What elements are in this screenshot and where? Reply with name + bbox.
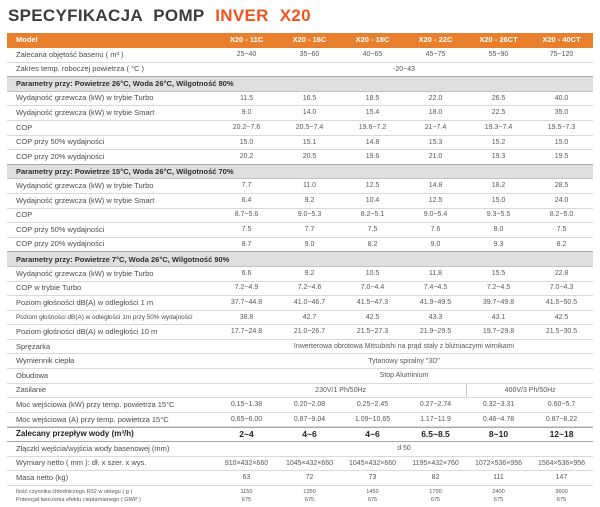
table-row (7, 179, 593, 194)
row-label: Moc wejściowa (A) przy temp. powietrza 15°C (16, 414, 169, 424)
cell-value: 6.4 (241, 196, 252, 204)
cell-value: 45~75 (425, 50, 446, 58)
cell-value: 19.6~7.2 (358, 123, 387, 131)
title-accent: INVER X20 (215, 6, 311, 25)
cell-value: 18.2 (491, 182, 506, 190)
column-header-x20-26ct: X20 - 26CT (479, 35, 518, 45)
cell-value: 15.2 (491, 138, 506, 146)
cell-value: 25~40 (236, 50, 257, 58)
row-label: Wymiary netto ( mm ): dł. x szer. x wys. (16, 458, 147, 468)
table-row (7, 136, 593, 151)
cell-value: 15.4 (365, 109, 380, 117)
cell-value: 9.3 (493, 240, 504, 248)
power-supply-three-phase: 400V/3 Ph/50Hz (504, 386, 556, 394)
cell-value: 3600 (555, 488, 568, 495)
row-label: Masa netto (kg) (16, 472, 69, 482)
table-row (7, 486, 593, 507)
cell-value: 26.5 (491, 94, 506, 102)
cell-value: 6.6 (241, 269, 252, 277)
cell-value: 22.8 (554, 269, 569, 277)
table-row (7, 325, 593, 340)
cell-value: 20.2~7.6 (232, 123, 261, 131)
span-value: Tytanowy spiralny "3D" (368, 357, 440, 365)
cell-value: 0.32~3.31 (482, 401, 515, 409)
cell-value: 35.0 (554, 109, 569, 117)
cell-value: 19.5 (554, 153, 569, 161)
table-row (7, 369, 593, 384)
table-row (7, 92, 593, 107)
cell-value: 910×432×660 (224, 459, 269, 467)
cell-value: 22.5 (491, 109, 506, 117)
power-supply-single-phase: 230V/1 Ph/50Hz (215, 384, 467, 398)
table-row (7, 457, 593, 472)
cell-value: 37.7~44.8 (230, 299, 263, 307)
cell-value: 7.7 (304, 226, 315, 234)
row-label: COP (16, 122, 33, 132)
span-value: Stop Aluminium (379, 372, 429, 380)
section-header-row (7, 252, 593, 267)
cell-value: 0.25~2.45 (356, 401, 389, 409)
cell-value: 11.8 (428, 269, 443, 277)
cell-value: 11.0 (302, 182, 317, 190)
cell-value: 22.0 (428, 94, 443, 102)
cell-value: 8.2~5.0 (549, 211, 574, 219)
page-title (7, 4, 593, 26)
cell-value: 1045×432×660 (285, 459, 334, 467)
cell-value: 8.2 (556, 240, 567, 248)
specification-table (7, 33, 593, 507)
cell-value: 21.5~27.3 (356, 328, 389, 336)
cell-value: 675 (556, 497, 567, 504)
span-value: d 50 (397, 445, 411, 453)
cell-value: 9.0 (430, 240, 441, 248)
cell-value: 8.7~5.6 (234, 211, 259, 219)
cell-value: 8.0 (493, 226, 504, 234)
cell-value: 675 (430, 497, 441, 504)
cell-value: 7.2~4.6 (297, 284, 322, 292)
table-row (7, 427, 593, 442)
cell-value: 21.9~29.5 (419, 328, 452, 336)
cell-value: 2~4 (239, 429, 254, 440)
cell-value: 1700 (429, 488, 442, 495)
cell-value: 9.2 (304, 269, 315, 277)
cell-value: 17.7~24.8 (230, 328, 263, 336)
cell-value: 7.5 (556, 226, 567, 234)
cell-value: 43.3 (428, 313, 443, 321)
cell-value: 20.5 (302, 153, 317, 161)
cell-value: 9.0~5.3 (297, 211, 322, 219)
table-row (7, 311, 593, 326)
table-row (7, 121, 593, 136)
row-label: Złączki wejścia/wyjścia wody basenowej (mm) (16, 443, 170, 453)
table-body (7, 48, 593, 507)
table-row (7, 384, 593, 399)
cell-value: 1350 (303, 488, 316, 495)
cell-value: 40~65 (362, 50, 383, 58)
cell-value: 18.0 (428, 109, 443, 117)
cell-value: 19.5~7.3 (547, 123, 576, 131)
cell-value: 21.0~26.7 (293, 328, 326, 336)
cell-value: 39.7~49.8 (482, 299, 515, 307)
cell-value: 1.17~11.9 (420, 415, 451, 423)
cell-value: 8.2 (367, 240, 378, 248)
section-header-row (7, 77, 593, 92)
cell-value: 16.5 (302, 94, 317, 102)
section-title: Parametry przy: Powietrze 7°C, Woda 26°C, Wilgotność 90% (16, 254, 230, 264)
cell-value: 8.2~5.1 (360, 211, 385, 219)
cell-value: 1150 (240, 488, 253, 495)
cell-value: 14.0 (302, 109, 317, 117)
table-subrow (7, 496, 593, 505)
row-label: Zasilanie (16, 385, 47, 395)
row-label: Wydajność grzewcza (kW) w trybie Turbo (16, 268, 154, 278)
cell-value: 6.5~8.5 (421, 429, 450, 440)
cell-value: 42.7 (302, 313, 317, 321)
section-header-row (7, 165, 593, 180)
span-value: Inwerterowa obrotowa Mitsubishi na prąd stały z bliźniaczymi wirnikami (293, 343, 515, 351)
cell-value: 42.5 (554, 313, 569, 321)
cell-value: 7.0~4.3 (549, 284, 574, 292)
table-row (7, 340, 593, 355)
cell-value: 12.5 (365, 182, 380, 190)
title-text: SPECYFIKACJA POMP (8, 6, 205, 25)
cell-value: 9.0 (241, 109, 252, 117)
cell-value: 15.0 (239, 138, 254, 146)
row-label: Wydajność grzewcza (kW) w trybie Smart (16, 195, 155, 205)
cell-value: 11.5 (239, 94, 254, 102)
cell-value: 12.5 (428, 196, 443, 204)
cell-value: 9.3~5.5 (486, 211, 511, 219)
cell-value: 0.46~4.78 (482, 415, 515, 423)
cell-value: 35~60 (299, 50, 320, 58)
cell-value: 21.0 (428, 153, 443, 161)
row-label: Potencjał tworzenia efektu cieplarnianego ( GWP ) (16, 497, 141, 504)
cell-value: 7.0~4.4 (360, 284, 385, 292)
cell-value: 15.1 (302, 138, 317, 146)
table-row (7, 48, 593, 63)
cell-value: 1195×432×760 (412, 459, 459, 467)
cell-value: 1450 (366, 488, 379, 495)
section-title: Parametry przy: Powietrze 15°C, Woda 26°C, Wilgotność 70% (16, 167, 234, 177)
cell-value: 73 (368, 474, 377, 482)
table-row (7, 209, 593, 224)
cell-value: 41.0~46.7 (293, 299, 326, 307)
cell-value: 675 (304, 497, 315, 504)
cell-value: 675 (241, 497, 252, 504)
cell-value: 63 (242, 474, 251, 482)
cell-value: 72 (305, 474, 314, 482)
cell-value: 675 (367, 497, 378, 504)
cell-value: 7.5 (241, 226, 252, 234)
cell-value: 7.4~4.5 (423, 284, 448, 292)
row-label: Sprężarka (16, 341, 51, 351)
row-label: Wydajność grzewcza (kW) w trybie Turbo (16, 93, 154, 103)
row-label: Zakres temp. roboczej powietrza ( °C ) (16, 64, 145, 74)
cell-value: 4~6 (365, 429, 380, 440)
cell-value: 7.7 (241, 182, 252, 190)
cell-value: 10.5 (365, 269, 380, 277)
cell-value: 19.6 (365, 153, 380, 161)
cell-value: 55~90 (488, 50, 509, 58)
cell-value: 38.8 (239, 313, 254, 321)
cell-value: 7.5 (367, 226, 378, 234)
cell-value: 28.5 (554, 182, 569, 190)
cell-value: 21.5~30.5 (545, 328, 578, 336)
column-header-x20-16c: X20 - 16C (292, 35, 327, 45)
cell-value: 7.2~4.5 (486, 284, 511, 292)
cell-value: 40.0 (554, 94, 569, 102)
cell-value: 1072×536×956 (474, 459, 523, 467)
row-label: COP w trybie Turbo (16, 283, 82, 293)
cell-value: 15.3 (428, 138, 443, 146)
cell-value: 12~18 (549, 429, 574, 440)
table-row (7, 63, 593, 78)
row-label: Poziom głośności dB(A) w odległości 1 m (16, 297, 154, 307)
cell-value: 42.5 (365, 313, 380, 321)
table-row (7, 398, 593, 413)
cell-value: 0.65~6.00 (230, 415, 263, 423)
row-label: COP (16, 210, 33, 220)
cell-value: 43.1 (491, 313, 506, 321)
cell-value: 19.3 (491, 153, 506, 161)
cell-value: 7.2~4.9 (234, 284, 259, 292)
row-label: COP przy 50% wydajności (16, 224, 105, 234)
cell-value: 41.5~47.3 (356, 299, 389, 307)
cell-value: 7.6 (430, 226, 441, 234)
cell-value: 20.5~7.4 (295, 123, 324, 131)
cell-value: 0.87~9.04 (293, 415, 326, 423)
row-label: Poziom głośności dB(A) w odległości 10 m (16, 326, 158, 336)
cell-value: 0.27~2.74 (419, 401, 452, 409)
row-label: Zalecana objętość basenu ( m³ ) (16, 49, 124, 59)
cell-value: 4~6 (302, 429, 317, 440)
table-row (7, 471, 593, 486)
cell-value: 1.09~10.65 (354, 415, 391, 423)
cell-value: 41.9~49.5 (419, 299, 452, 307)
table-row (7, 194, 593, 209)
row-label: COP przy 20% wydajności (16, 151, 105, 161)
section-title: Parametry przy: Powietrze 26°C, Woda 26°C, Wilgotność 80% (16, 79, 234, 89)
table-row (7, 282, 593, 297)
cell-value: 19.3~7.4 (484, 123, 513, 131)
row-label: COP przy 50% wydajności (16, 137, 105, 147)
cell-value: 2400 (492, 488, 505, 495)
cell-value: 1045×432×660 (348, 459, 397, 467)
cell-value: 20.2 (239, 153, 254, 161)
table-subrow (7, 488, 593, 497)
table-row (7, 267, 593, 282)
cell-value: 1564×536×956 (537, 459, 586, 467)
cell-value: 0.20~2.08 (293, 401, 326, 409)
table-header-row (7, 33, 593, 48)
row-label: Obudowa (16, 370, 49, 380)
row-label: Moc wejściowa (kW) przy temp. powietrza 15°C (16, 399, 175, 409)
column-header-x20-11c: X20 - 11C (229, 35, 264, 45)
cell-value: 14.8 (428, 182, 443, 190)
column-header-x20-22c: X20 - 22C (418, 35, 453, 45)
cell-value: 0.87~8.22 (545, 415, 578, 423)
cell-value: 82 (431, 474, 440, 482)
cell-value: 0.15~1.38 (230, 401, 263, 409)
cell-value: 24.0 (554, 196, 569, 204)
table-row (7, 354, 593, 369)
table-row (7, 106, 593, 121)
span-value: -20~43 (393, 65, 415, 73)
column-header-model: Model (16, 35, 38, 45)
row-label: Zalecany przepływ wody (m³/h) (16, 429, 134, 439)
cell-value: 19.7~29.8 (482, 328, 515, 336)
table-row (7, 296, 593, 311)
table-row (7, 150, 593, 165)
cell-value: 18.5 (365, 94, 380, 102)
row-label: Poziom głośności dB(A) w odległości 1m przy 50% wydajności (16, 313, 193, 321)
cell-value: 41.5~50.5 (545, 299, 578, 307)
row-label: COP przy 20% wydajności (16, 239, 105, 249)
row-label: Wydajność grzewcza (kW) w trybie Smart (16, 108, 155, 118)
table-row (7, 238, 593, 253)
table-row (7, 223, 593, 238)
cell-value: 8~10 (488, 429, 509, 440)
cell-value: 0.60~5.7 (547, 401, 576, 409)
column-header-x20-40ct: X20 - 40CT (542, 35, 581, 45)
cell-value: 9.0~5.4 (423, 211, 448, 219)
table-row (7, 413, 593, 428)
row-label: Wydajność grzewcza (kW) w trybie Turbo (16, 181, 154, 191)
cell-value: 9.2 (304, 196, 315, 204)
cell-value: 15.5 (491, 269, 506, 277)
cell-value: 15.0 (491, 196, 506, 204)
cell-value: 10.4 (365, 196, 380, 204)
cell-value: 675 (493, 497, 504, 504)
cell-value: 9.0 (304, 240, 315, 248)
cell-value: 111 (493, 474, 504, 482)
cell-value: 14.8 (365, 138, 380, 146)
row-label: Ilość czynnika chłodniczego R32 w obiegu ( g ) (16, 488, 133, 495)
cell-value: 147 (555, 474, 568, 482)
cell-value: 8.7 (241, 240, 252, 248)
column-header-x20-18c: X20 - 18C (355, 35, 390, 45)
cell-value: 75~120 (549, 50, 574, 58)
cell-value: 21~7.4 (424, 123, 447, 131)
cell-value: 15.0 (554, 138, 569, 146)
table-row (7, 442, 593, 457)
row-label: Wymiennik ciepła (16, 356, 75, 366)
